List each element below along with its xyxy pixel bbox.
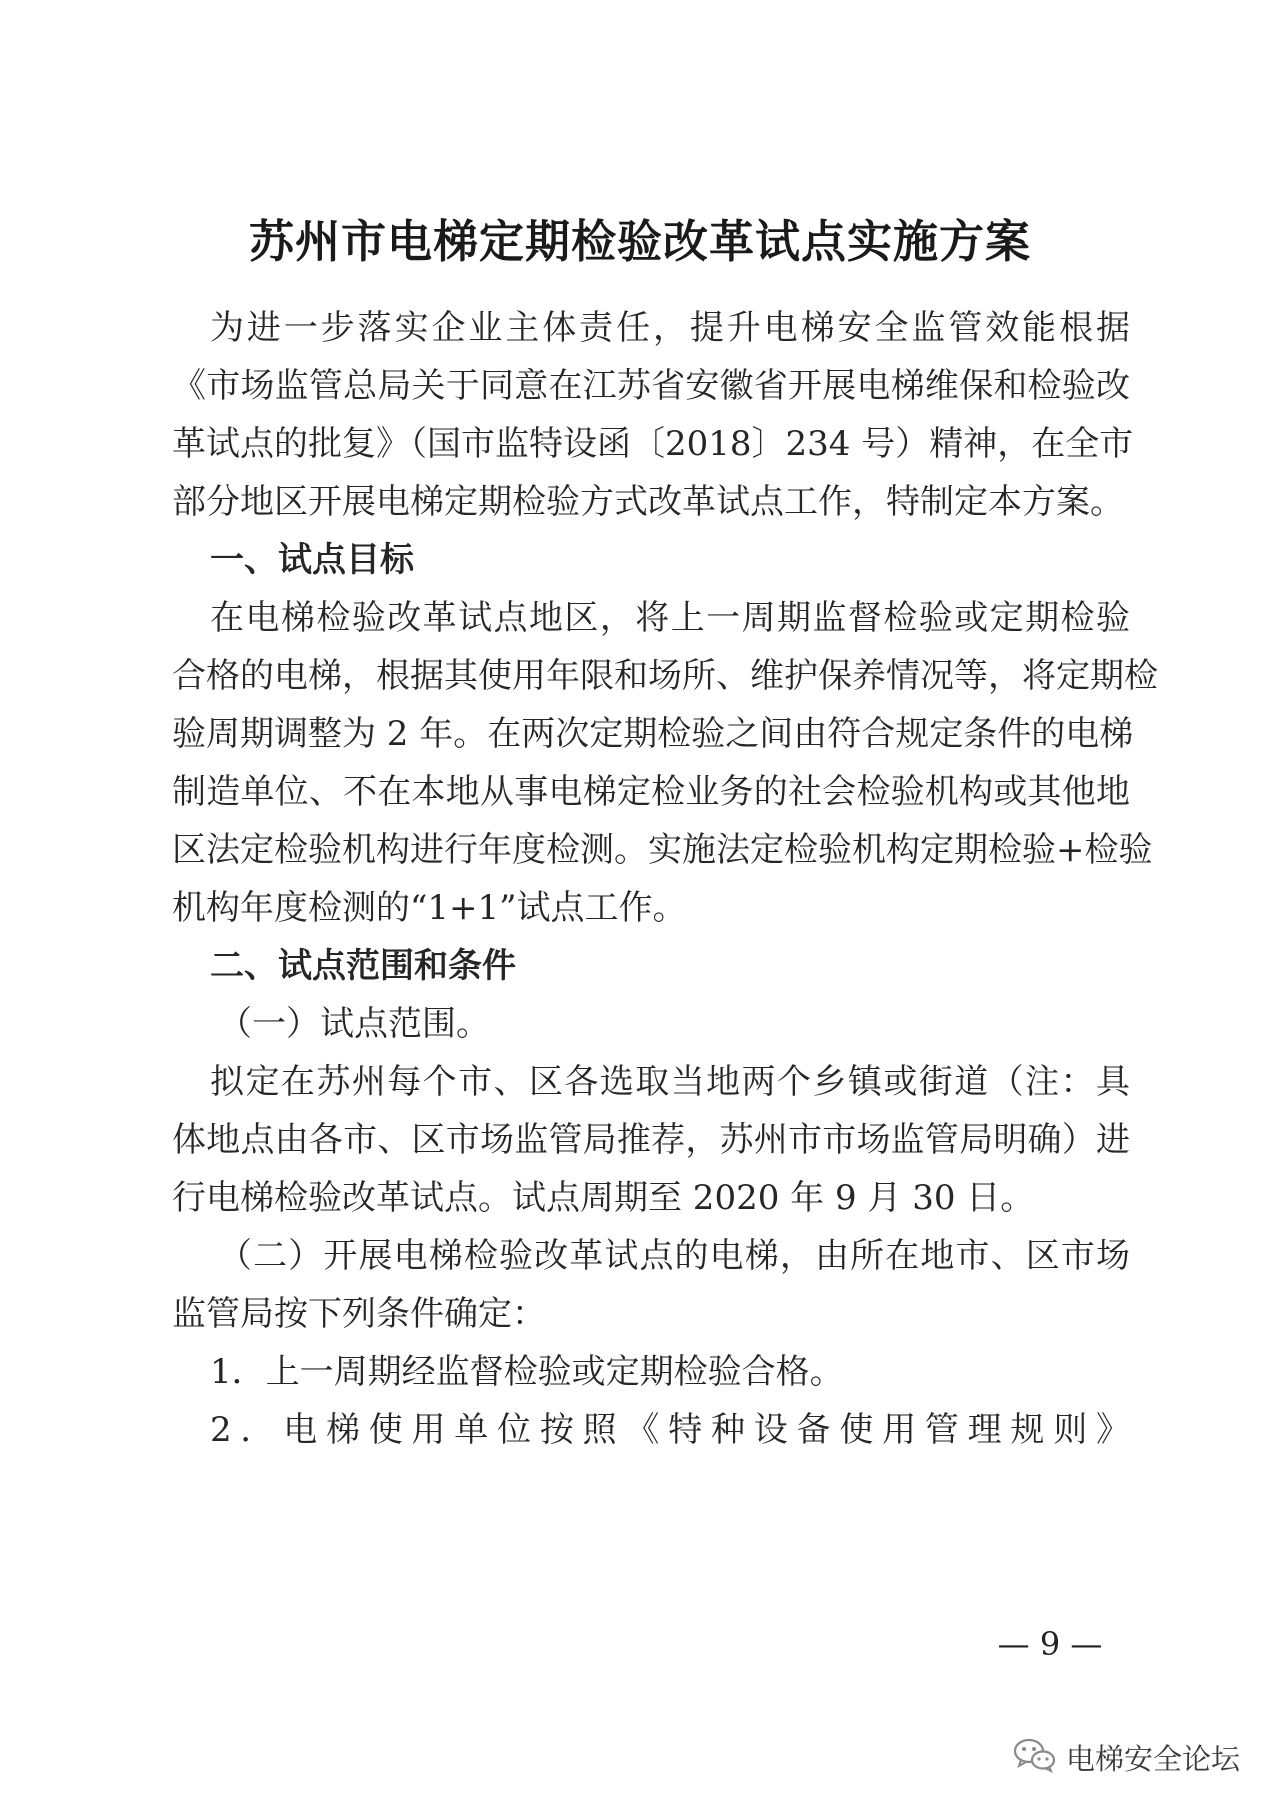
paragraph-line: 拟定在苏州每个市、区各选取当地两个乡镇或街道（注：具 [210, 1062, 1130, 1102]
paragraph-line: 区法定检验机构进行年度检测。实施法定检验机构定期检验+检验 [172, 830, 1153, 870]
document-title: 苏州市电梯定期检验改革试点实施方案 [248, 215, 1031, 268]
paragraph-line: 部分地区开展电梯定期检验方式改革试点工作，特制定本方案。 [172, 482, 1124, 522]
section-heading: 二、试点范围和条件 [210, 946, 516, 986]
paragraph-line: 验周期调整为 2 年。在两次定期检验之间由符合规定条件的电梯 [172, 714, 1134, 754]
paragraph-line: 为进一步落实企业主体责任，提升电梯安全监管效能根据 [210, 308, 1130, 348]
paragraph-line: 制造单位、不在本地从事电梯定检业务的社会检验机构或其他地 [172, 772, 1130, 812]
paragraph-line: 合格的电梯，根据其使用年限和场所、维护保养情况等，将定期检 [172, 656, 1158, 696]
page-number: — 9 — [997, 1625, 1103, 1663]
section-heading: 一、试点目标 [210, 540, 414, 580]
paragraph-line: 《市场监管总局关于同意在江苏省安徽省开展电梯维保和检验改 [172, 366, 1130, 406]
subsection-heading: （一）试点范围。 [218, 1004, 490, 1044]
paragraph-line: 监管局按下列条件确定： [172, 1294, 546, 1334]
watermark [1012, 1735, 1240, 1779]
paragraph-line: 行电梯检验改革试点。试点周期至 2020 年 9 月 30 日。 [172, 1178, 1035, 1218]
list-item: 2．电梯使用单位按照《特种设备使用管理规则》 [210, 1410, 1130, 1450]
paragraph-line: 机构年度检测的“1+1”试点工作。 [172, 888, 687, 928]
list-item: 1．上一周期经监督检验或定期检验合格。 [210, 1352, 844, 1392]
wechat-icon [1012, 1735, 1058, 1779]
watermark-text: 电梯安全论坛 [1066, 1741, 1241, 1776]
paragraph-line: 在电梯检验改革试点地区，将上一周期监督检验或定期检验 [210, 598, 1130, 638]
paragraph-line: 体地点由各市、区市场监管局推荐，苏州市市场监管局明确）进 [172, 1120, 1130, 1160]
paragraph-line: （二）开展电梯检验改革试点的电梯，由所在地市、区市场 [218, 1236, 1130, 1276]
paragraph-line: 革试点的批复》（国市监特设函〔2018〕234 号）精神，在全市 [172, 424, 1134, 464]
